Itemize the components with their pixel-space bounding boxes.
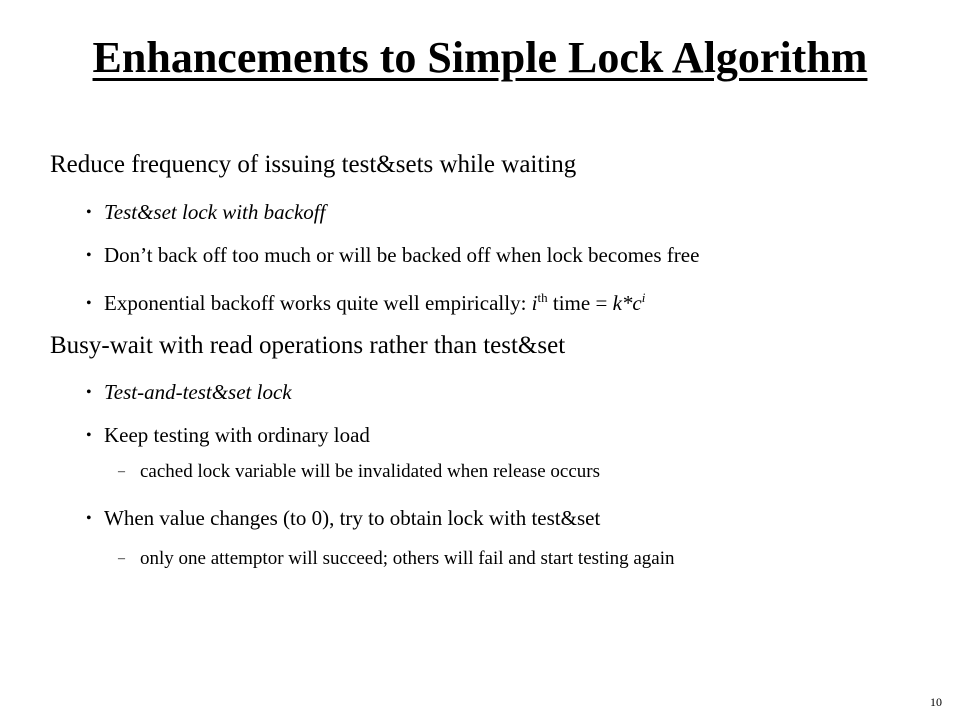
section-heading-reduce-frequency: Reduce frequency of issuing test&sets while waiting: [50, 151, 577, 178]
bullet-icon: •: [86, 384, 92, 401]
bullet-backoff-lock: [86, 199, 325, 226]
slide-title: Enhancements to Simple Lock Algorithm: [92, 33, 868, 82]
bullet-keep-testing: [86, 422, 370, 449]
bullet-text: Don’t back off too much or will be backed off when lock becomes free: [104, 243, 700, 267]
formula-base: k*c: [612, 291, 642, 315]
sub-bullet-one-attemptor: [118, 547, 675, 571]
bullet-icon: •: [86, 427, 92, 444]
dash-icon: –: [118, 551, 125, 566]
bullet-text-mid: time =: [547, 291, 613, 315]
bullet-icon: •: [86, 295, 92, 312]
sub-bullet-cached-lock: [118, 460, 600, 484]
bullet-icon: •: [86, 510, 92, 527]
bullet-dont-back-off: [86, 242, 699, 269]
bullet-exponential-backoff: [86, 285, 645, 317]
variable-i: i: [531, 291, 538, 315]
bullet-text: Test-and-test&set lock: [104, 380, 292, 404]
bullet-icon: •: [86, 247, 92, 264]
dash-icon: –: [118, 464, 125, 479]
bullet-text: Exponential backoff works quite well empirically:: [104, 291, 532, 315]
sub-bullet-text: only one attemptor will succeed; others will fail and start testing again: [140, 548, 675, 569]
bullet-text: When value changes (to 0), try to obtain lock with test&set: [104, 506, 601, 530]
bullet-text: Keep testing with ordinary load: [104, 423, 370, 447]
bullet-value-changes: [86, 505, 600, 532]
superscript-th: th: [537, 290, 548, 305]
section-heading-busy-wait: Busy-wait with read operations rather than test&set: [50, 332, 566, 359]
bullet-test-and-test-set: [86, 379, 292, 406]
bullet-icon: •: [86, 204, 92, 221]
sub-bullet-text: cached lock variable will be invalidated when release occurs: [140, 461, 601, 482]
formula-exponent: i: [641, 290, 646, 305]
bullet-text: Test&set lock with backoff: [104, 200, 326, 224]
page-number: 10: [930, 695, 942, 709]
